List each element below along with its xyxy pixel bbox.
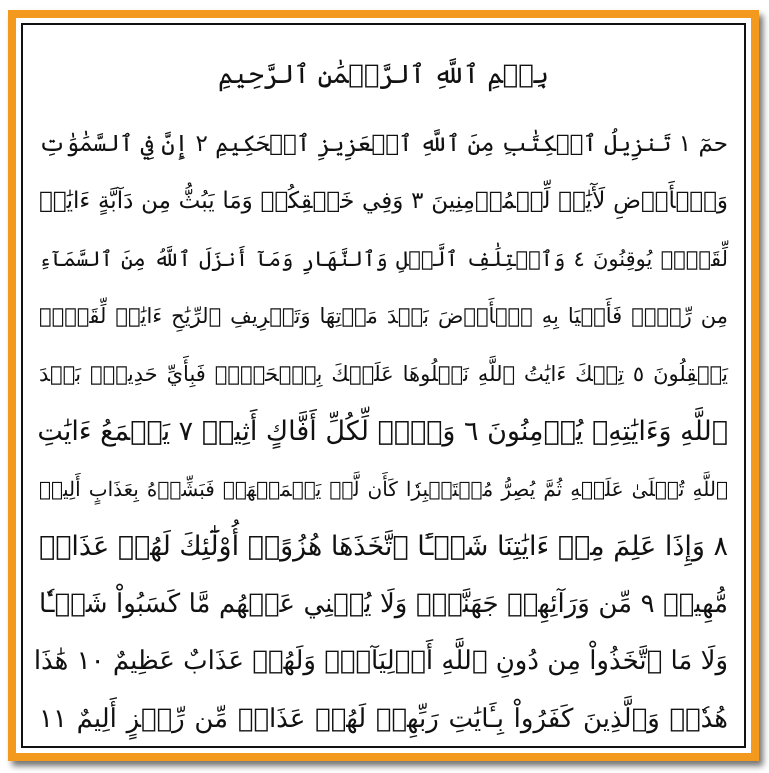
verse-line-text: ٨ وَإِذَا عَلِمَ مِنۡ ءَايَٰتِنَا شَيۡـًٔا ٱتَّخَذَهَا هُزُوًاۚ أُوْلَٰٓئِكَ لَهُمۡ عَذَابٞ — [39, 530, 728, 562]
orange-border — [8, 10, 759, 761]
verse-line — [33, 288, 734, 346]
verse-line-text: وَٱلۡأَرۡضِ لَأٓيَٰتٖ لِّلۡمُؤۡمِنِينَ ٣ وَفِي خَلۡقِكُمۡ وَمَا يَبُثُّ مِن دَآبَّةٍ ءَايَٰتٞ — [39, 188, 728, 215]
quran-page — [33, 33, 734, 738]
verse-line — [33, 173, 734, 231]
verse-line-text: يَعۡقِلُونَ ٥ تِلۡكَ ءَايَٰتُ ٱللَّهِ نَتۡلُوهَا عَلَيۡكَ بِٱلۡحَقِّۖ فَبِأَيِّ حَدِيثِۭ بَعۡدَ — [39, 361, 728, 386]
verse-line-text: ٱللَّهِ وَءَايَٰتِهِۦ يُؤۡمِنُونَ ٦ وَيۡلٞ لِّكُلِّ أَفَّاكٍ أَثِيمٖ ٧ يَسۡمَعُ ءَايَٰتِ — [37, 415, 728, 447]
verse-line-text: مُّهِينٞ ٩ مِّن وَرَآئِهِمۡ جَهَنَّمُۖ وَلَا يُغۡنِي عَنۡهُم مَّا كَسَبُواْ شَيۡـٔٗا — [39, 588, 728, 619]
verse-line — [33, 460, 734, 518]
verse-line-text: لِّقَوۡمٖ يُوقِنُونَ ٤ وَٱخۡتِلَٰفِ ٱلَّيۡلِ وَٱلنَّهَارِ وَمَآ أَنزَلَ ٱللَّهُ مِنَ ٱلسَّمَآءِ — [39, 246, 729, 271]
verse-line — [33, 518, 734, 576]
verse-line — [33, 575, 734, 633]
verse-line-text: ٱللَّهِ تُتۡلَىٰ عَلَيۡهِ ثُمَّ يُصِرُّ مُسۡتَكۡبِرٗا كَأَن لَّمۡ يَسۡمَعۡهَاۖ فَبَشِّرۡهُ بِعَذَابٍ أَلِيمٖ — [39, 476, 728, 501]
basmala-header: بِسۡمِ ٱللَّهِ ٱلرَّحۡمَٰنِ ٱلرَّحِيمِ — [218, 60, 549, 90]
verse-line — [33, 690, 734, 748]
verse-line-text: مِن رِّزۡقٖ فَأَحۡيَا بِهِ ٱلۡأَرۡضَ بَعۡدَ مَوۡتِهَا وَتَصۡرِيفِ ٱلرِّيَٰحِ ءَايَٰتٞ لِّقَوۡمٖ — [39, 304, 728, 329]
verse-line-text: وَلَا مَا ٱتَّخَذُواْ مِن دُونِ ٱللَّهِ أَوۡلِيَآءَۖ وَلَهُمۡ عَذَابٌ عَظِيمٌ ١٠ هَٰذَا — [33, 646, 728, 677]
verse-line — [33, 403, 734, 461]
verse-line-text: حمٓ ١ تَنزِيلُ ٱلۡكِتَٰبِ مِنَ ٱللَّهِ ٱلۡعَزِيزِ ٱلۡحَكِيمِ ٢ إِنَّ فِي ٱلسَّمَٰوَٰتِ — [38, 130, 728, 157]
verse-line — [33, 345, 734, 403]
verse-line — [33, 633, 734, 691]
verse-lines — [33, 115, 734, 748]
verse-line — [33, 230, 734, 288]
verse-line-text: هُدٗىۖ وَٱلَّذِينَ كَفَرُواْ بِـَٔايَٰتِ رَبِّهِمۡ لَهُمۡ عَذَابٞ مِّن رِّجۡزٍ أَلِيمٌ ١١ — [39, 703, 728, 734]
verse-line — [33, 115, 734, 173]
inner-black-border — [21, 23, 746, 748]
